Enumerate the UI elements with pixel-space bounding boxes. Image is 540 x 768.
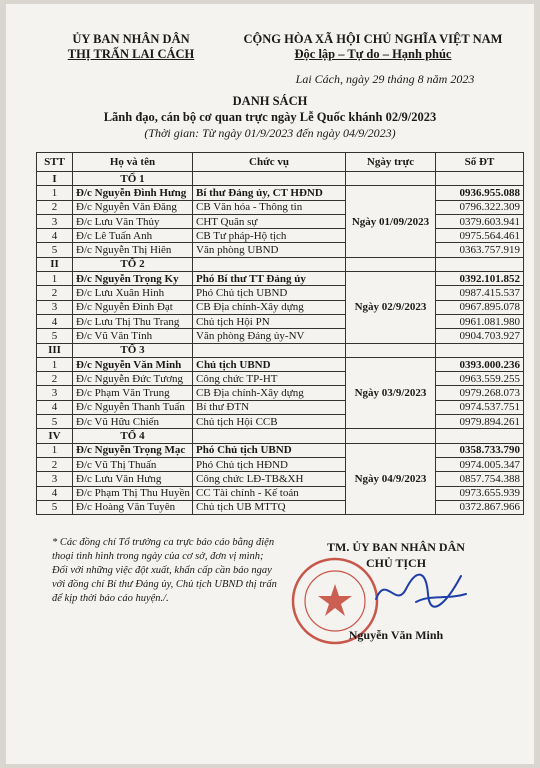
row-name: Đ/c Lưu Văn Hưng — [73, 472, 193, 486]
row-name: Đ/c Nguyễn Trọng Mạc — [73, 443, 193, 457]
table-row — [37, 214, 524, 228]
table-row — [37, 186, 524, 200]
row-stt: 4 — [37, 486, 73, 500]
row-role: Chủ tịch Hội PN — [193, 314, 346, 328]
row-role: Văn phòng UBND — [193, 243, 346, 257]
row-phone: 0393.000.236 — [436, 357, 524, 371]
row-name: Đ/c Lê Tuấn Anh — [73, 229, 193, 243]
document-subtitle: Lãnh đạo, cán bộ cơ quan trực ngày Lễ Quốc khánh 02/9/2023 — [103, 110, 437, 124]
row-phone: 0975.564.461 — [436, 229, 524, 243]
table-row — [37, 400, 524, 414]
row-role: CB Tư pháp-Hộ tịch — [193, 229, 346, 243]
group-header-row — [37, 429, 524, 443]
row-name: Đ/c Lưu Văn Thủy — [73, 214, 193, 228]
national-motto — [218, 32, 528, 62]
table-row — [37, 415, 524, 429]
row-role: Phó Bí thư TT Đảng ủy — [193, 272, 346, 286]
row-phone: 0358.733.790 — [436, 443, 524, 457]
header-day: Ngày trực — [346, 153, 436, 172]
row-phone: 0967.895.078 — [436, 300, 524, 314]
group-header-row — [37, 257, 524, 271]
row-role: Bí thư ĐTN — [193, 400, 346, 414]
row-stt: 2 — [37, 372, 73, 386]
signature-title: CHỦ TỊCH — [365, 556, 427, 570]
row-phone: 0379.603.941 — [436, 214, 524, 228]
document-date: Lai Cách, ngày 29 tháng 8 năm 2023 — [295, 72, 475, 86]
table-row — [37, 500, 524, 514]
row-stt: 2 — [37, 457, 73, 471]
row-stt: 1 — [37, 443, 73, 457]
row-phone: 0974.005.347 — [436, 457, 524, 471]
group-blank-cell — [346, 172, 436, 186]
group-blank-cell — [436, 172, 524, 186]
row-phone: 0961.081.980 — [436, 314, 524, 328]
duty-day: Ngày 01/09/2023 — [346, 186, 436, 257]
row-role: Phó Chủ tịch UBND — [193, 443, 346, 457]
row-role: Văn phòng Đảng ủy-NV — [193, 329, 346, 343]
group-blank-cell — [193, 429, 346, 443]
row-stt: 4 — [37, 400, 73, 414]
row-phone: 0796.322.309 — [436, 200, 524, 214]
table-row — [37, 357, 524, 371]
table-header-row — [37, 153, 524, 172]
table-row — [37, 286, 524, 300]
handwritten-signature — [366, 564, 476, 614]
header-role: Chức vụ — [193, 153, 346, 172]
group-blank-cell — [193, 172, 346, 186]
group-blank-cell — [346, 257, 436, 271]
row-name: Đ/c Hoàng Văn Tuyên — [73, 500, 193, 514]
issuing-authority — [56, 32, 206, 62]
row-phone: 0973.655.939 — [436, 486, 524, 500]
row-phone: 0372.867.966 — [436, 500, 524, 514]
row-role: CB Địa chính-Xây dựng — [193, 300, 346, 314]
duty-roster-table — [36, 152, 524, 515]
row-name: Đ/c Nguyễn Văn Minh — [73, 357, 193, 371]
group-blank-cell — [436, 429, 524, 443]
duty-day: Ngày 02/9/2023 — [346, 272, 436, 343]
row-stt: 1 — [37, 272, 73, 286]
group-blank-cell — [346, 343, 436, 357]
row-stt: 2 — [37, 286, 73, 300]
table-row — [37, 443, 524, 457]
row-role: CB Địa chính-Xây dựng — [193, 386, 346, 400]
header-phone: Số ĐT — [436, 153, 524, 172]
row-name: Đ/c Nguyễn Đức Tương — [73, 372, 193, 386]
row-name: Đ/c Nguyễn Văn Đăng — [73, 200, 193, 214]
table-row — [37, 372, 524, 386]
group-blank-cell — [436, 343, 524, 357]
row-phone: 0857.754.388 — [436, 472, 524, 486]
row-phone: 0979.894.261 — [436, 415, 524, 429]
row-phone: 0392.101.852 — [436, 272, 524, 286]
row-role: CB Văn hóa - Thông tin — [193, 200, 346, 214]
group-blank-cell — [193, 343, 346, 357]
row-phone: 0963.559.255 — [436, 372, 524, 386]
duty-day: Ngày 04/9/2023 — [346, 443, 436, 514]
signature-org: TM. ỦY BAN NHÂN DÂN — [327, 540, 465, 554]
row-stt: 5 — [37, 500, 73, 514]
group-header-row — [37, 172, 524, 186]
row-role: Chủ tịch Hội CCB — [193, 415, 346, 429]
row-role: CC Tài chính - Kế toán — [193, 486, 346, 500]
row-role: Phó Chủ tịch HĐND — [193, 457, 346, 471]
row-stt: 1 — [37, 357, 73, 371]
table-row — [37, 243, 524, 257]
table-row — [37, 314, 524, 328]
header-stt: STT — [37, 153, 73, 172]
table-row — [37, 300, 524, 314]
nation-motto: Độc lập – Tự do – Hạnh phúc — [294, 47, 452, 61]
row-phone: 0904.703.927 — [436, 329, 524, 343]
table-row — [37, 229, 524, 243]
duty-day: Ngày 03/9/2023 — [346, 357, 436, 428]
row-role: Chủ tịch UB MTTQ — [193, 500, 346, 514]
group-blank-cell — [346, 429, 436, 443]
table-row — [37, 386, 524, 400]
row-name: Đ/c Nguyễn Trọng Ky — [73, 272, 193, 286]
row-name: Đ/c Lưu Xuân Hinh — [73, 286, 193, 300]
row-stt: 3 — [37, 300, 73, 314]
table-row — [37, 272, 524, 286]
group-header-row — [37, 343, 524, 357]
nation-name: CỘNG HÒA XÃ HỘI CHỦ NGHĨA VIỆT NAM — [243, 32, 503, 46]
document-title: DANH SÁCH — [232, 94, 308, 108]
row-name: Đ/c Phạm Thị Thu Huyền — [73, 486, 193, 500]
group-name: TỔ 3 — [73, 343, 193, 357]
roster-body — [37, 172, 524, 515]
row-role: Phó Chủ tịch UBND — [193, 286, 346, 300]
row-phone: 0979.268.073 — [436, 386, 524, 400]
header-name: Họ và tên — [73, 153, 193, 172]
group-roman: I — [37, 172, 73, 186]
row-stt: 3 — [37, 472, 73, 486]
row-role: Công chức LĐ-TB&XH — [193, 472, 346, 486]
row-phone: 0936.955.088 — [436, 186, 524, 200]
row-stt: 2 — [37, 200, 73, 214]
group-roman: IV — [37, 429, 73, 443]
row-stt: 5 — [37, 415, 73, 429]
group-name: TỔ 4 — [73, 429, 193, 443]
table-row — [37, 472, 524, 486]
group-name: TỔ 2 — [73, 257, 193, 271]
table-row — [37, 200, 524, 214]
row-name: Đ/c Nguyễn Thanh Tuấn — [73, 400, 193, 414]
document-page — [6, 4, 534, 764]
signer-name: Nguyễn Văn Minh — [348, 628, 444, 642]
table-row — [37, 457, 524, 471]
row-name: Đ/c Vũ Văn Tỉnh — [73, 329, 193, 343]
table-row — [37, 329, 524, 343]
row-name: Đ/c Lưu Thị Thu Trang — [73, 314, 193, 328]
row-role: Bí thư Đảng ủy, CT HĐND — [193, 186, 346, 200]
row-name: Đ/c Nguyễn Đình Hưng — [73, 186, 193, 200]
footnote: * Các đồng chí Tổ trưởng ca trực báo cáo bằng điện thoại tình hình trong ngày của cơ sở, đơn vị mình; Đối với những việc đột xuất, khẩn cấp cần báo ngay với đồng chí Bí thư Đảng ủy, Chủ tịch UBND thị trấn để kịp thời báo cáo huyện./. — [52, 537, 277, 604]
row-stt: 5 — [37, 243, 73, 257]
row-stt: 1 — [37, 186, 73, 200]
row-stt: 3 — [37, 214, 73, 228]
group-blank-cell — [193, 257, 346, 271]
authority-line1: ỦY BAN NHÂN DÂN — [72, 32, 190, 46]
row-role: Công chức TP-HT — [193, 372, 346, 386]
group-name: TỔ 1 — [73, 172, 193, 186]
group-roman: III — [37, 343, 73, 357]
row-name: Đ/c Phạm Văn Trung — [73, 386, 193, 400]
row-name: Đ/c Vũ Hữu Chiến — [73, 415, 193, 429]
row-stt: 3 — [37, 386, 73, 400]
row-stt: 5 — [37, 329, 73, 343]
row-phone: 0987.415.537 — [436, 286, 524, 300]
row-role: CHT Quân sự — [193, 214, 346, 228]
row-role: Chủ tịch UBND — [193, 357, 346, 371]
row-phone: 0974.537.751 — [436, 400, 524, 414]
row-name: Đ/c Nguyễn Thị Hiên — [73, 243, 193, 257]
table-row — [37, 486, 524, 500]
authority-line2: THỊ TRẤN LAI CÁCH — [67, 47, 195, 61]
row-phone: 0363.757.919 — [436, 243, 524, 257]
group-blank-cell — [436, 257, 524, 271]
row-stt: 4 — [37, 314, 73, 328]
duty-period: (Thời gian: Từ ngày 01/9/2023 đến ngày 04/9/2023) — [144, 126, 396, 140]
row-stt: 4 — [37, 229, 73, 243]
row-name: Đ/c Vũ Thị Thuấn — [73, 457, 193, 471]
group-roman: II — [37, 257, 73, 271]
row-name: Đ/c Nguyễn Đình Đạt — [73, 300, 193, 314]
